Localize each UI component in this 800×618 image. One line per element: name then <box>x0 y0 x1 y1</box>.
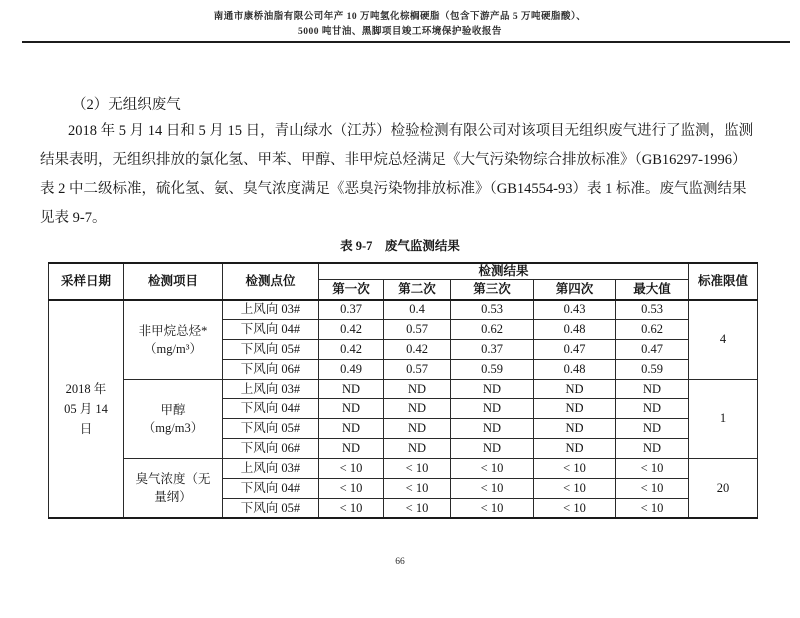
value-cell: 0.42 <box>319 339 384 359</box>
value-cell: 0.49 <box>319 359 384 379</box>
value-cell: ND <box>616 439 689 459</box>
sample-date-line-2: 05 月 14 <box>64 401 108 416</box>
value-cell: ND <box>384 439 451 459</box>
header-rule <box>22 41 790 43</box>
doc-header-line-2: 5000 吨甘油、黑脚项目竣工环境保护验收报告 <box>298 27 502 37</box>
point-cell: 下风向 06# <box>223 439 319 459</box>
value-cell: < 10 <box>384 498 451 518</box>
value-cell: 0.42 <box>384 339 451 359</box>
item-unit: 量纲） <box>154 490 192 505</box>
value-cell: ND <box>451 379 534 399</box>
value-cell: 0.47 <box>534 339 616 359</box>
sample-date-line-3: 日 <box>79 421 93 436</box>
value-cell: < 10 <box>534 479 616 499</box>
item-cell <box>124 300 223 380</box>
value-cell: 0.43 <box>534 300 616 320</box>
point-cell: 下风向 04# <box>223 479 319 499</box>
value-cell: 0.48 <box>534 319 616 339</box>
value-cell: 0.47 <box>616 339 689 359</box>
paragraph-line: 表 2 中二级标准，硫化氢、氨、臭气浓度满足《恶臭污染物排放标准》（GB14554-93）表 1 标准。废气监测结果 <box>40 181 747 197</box>
point-cell: 下风向 04# <box>223 319 319 339</box>
point-cell: 下风向 04# <box>223 399 319 419</box>
table-row <box>49 459 758 479</box>
value-cell: ND <box>534 379 616 399</box>
value-cell: < 10 <box>319 459 384 479</box>
value-cell: ND <box>384 379 451 399</box>
table-row <box>49 300 758 320</box>
paragraph-line: 2018 年 5 月 14 日和 5 月 15 日，青山绿水（江苏）检验检测有限公司对该项目无组织废气进行了监测，监测 <box>68 123 754 139</box>
value-cell: 0.37 <box>319 300 384 320</box>
item-name: 臭气浓度（无 <box>135 472 211 487</box>
header-run-3: 第三次 <box>451 280 534 300</box>
value-cell: ND <box>616 379 689 399</box>
value-cell: < 10 <box>384 479 451 499</box>
sample-date-line-1: 2018 年 <box>65 381 107 396</box>
value-cell: < 10 <box>319 479 384 499</box>
item-unit: （mg/m3） <box>142 420 204 435</box>
item-name: 甲醇 <box>160 402 186 417</box>
value-cell: < 10 <box>534 459 616 479</box>
table-title: 表 9-7 废气监测结果 <box>340 239 460 253</box>
item-name: 非甲烷总烃* <box>138 323 208 338</box>
value-cell: 0.4 <box>384 300 451 320</box>
header-test-point: 检测点位 <box>223 263 319 300</box>
header-run-1: 第一次 <box>319 280 384 300</box>
point-cell: 下风向 06# <box>223 359 319 379</box>
value-cell: ND <box>451 399 534 419</box>
item-cell <box>124 459 223 519</box>
point-cell: 上风向 03# <box>223 459 319 479</box>
value-cell: < 10 <box>451 498 534 518</box>
value-cell: ND <box>534 439 616 459</box>
value-cell: < 10 <box>319 498 384 518</box>
header-run-max: 最大值 <box>616 280 689 300</box>
point-cell: 上风向 03# <box>223 379 319 399</box>
value-cell: < 10 <box>616 498 689 518</box>
value-cell: < 10 <box>534 498 616 518</box>
header-test-result: 检测结果 <box>319 263 689 280</box>
monitoring-table <box>48 262 758 519</box>
value-cell: 0.53 <box>616 300 689 320</box>
value-cell: ND <box>319 399 384 419</box>
value-cell: < 10 <box>451 459 534 479</box>
header-standard-limit: 标准限值 <box>689 263 758 300</box>
header-sample-date: 采样日期 <box>49 263 124 300</box>
value-cell: ND <box>534 419 616 439</box>
value-cell: ND <box>319 379 384 399</box>
value-cell: 0.57 <box>384 359 451 379</box>
point-cell: 下风向 05# <box>223 419 319 439</box>
value-cell: 0.42 <box>319 319 384 339</box>
header-test-item: 检测项目 <box>124 263 223 300</box>
value-cell: ND <box>616 419 689 439</box>
value-cell: ND <box>534 399 616 419</box>
value-cell: ND <box>451 439 534 459</box>
value-cell: 0.62 <box>451 319 534 339</box>
value-cell: ND <box>384 399 451 419</box>
value-cell: ND <box>384 419 451 439</box>
value-cell: 0.53 <box>451 300 534 320</box>
header-run-4: 第四次 <box>534 280 616 300</box>
point-cell: 上风向 03# <box>223 300 319 320</box>
item-unit: （mg/m³） <box>144 341 202 356</box>
limit-cell: 4 <box>689 300 758 380</box>
value-cell: 0.37 <box>451 339 534 359</box>
value-cell: < 10 <box>451 479 534 499</box>
doc-header <box>0 10 800 40</box>
value-cell: 0.62 <box>616 319 689 339</box>
value-cell: 0.59 <box>451 359 534 379</box>
table-header-row <box>49 263 758 280</box>
limit-cell: 1 <box>689 379 758 459</box>
table-row <box>49 379 758 399</box>
value-cell: ND <box>319 419 384 439</box>
value-cell: ND <box>319 439 384 459</box>
value-cell: 0.48 <box>534 359 616 379</box>
page-number: 66 <box>395 557 405 567</box>
value-cell: ND <box>616 399 689 419</box>
header-run-2: 第二次 <box>384 280 451 300</box>
value-cell: 0.57 <box>384 319 451 339</box>
sample-date-cell <box>49 300 124 519</box>
point-cell: 下风向 05# <box>223 498 319 518</box>
section-heading: （2）无组织废气 <box>72 97 181 113</box>
point-cell: 下风向 05# <box>223 339 319 359</box>
value-cell: < 10 <box>616 459 689 479</box>
value-cell: 0.59 <box>616 359 689 379</box>
item-cell <box>124 379 223 459</box>
value-cell: < 10 <box>616 479 689 499</box>
value-cell: < 10 <box>384 459 451 479</box>
paragraph-line: 见表 9-7。 <box>40 210 107 226</box>
value-cell: ND <box>451 419 534 439</box>
paragraph-line: 结果表明，无组织排放的氯化氢、甲苯、甲醇、非甲烷总烃满足《大气污染物综合排放标准》（GB16297-1996） <box>40 152 747 168</box>
doc-header-line-1: 南通市康桥油脂有限公司年产 10 万吨氢化棕榈硬脂（包含下游产品 5 万吨硬脂酸）、 <box>213 12 587 22</box>
limit-cell: 20 <box>689 459 758 519</box>
